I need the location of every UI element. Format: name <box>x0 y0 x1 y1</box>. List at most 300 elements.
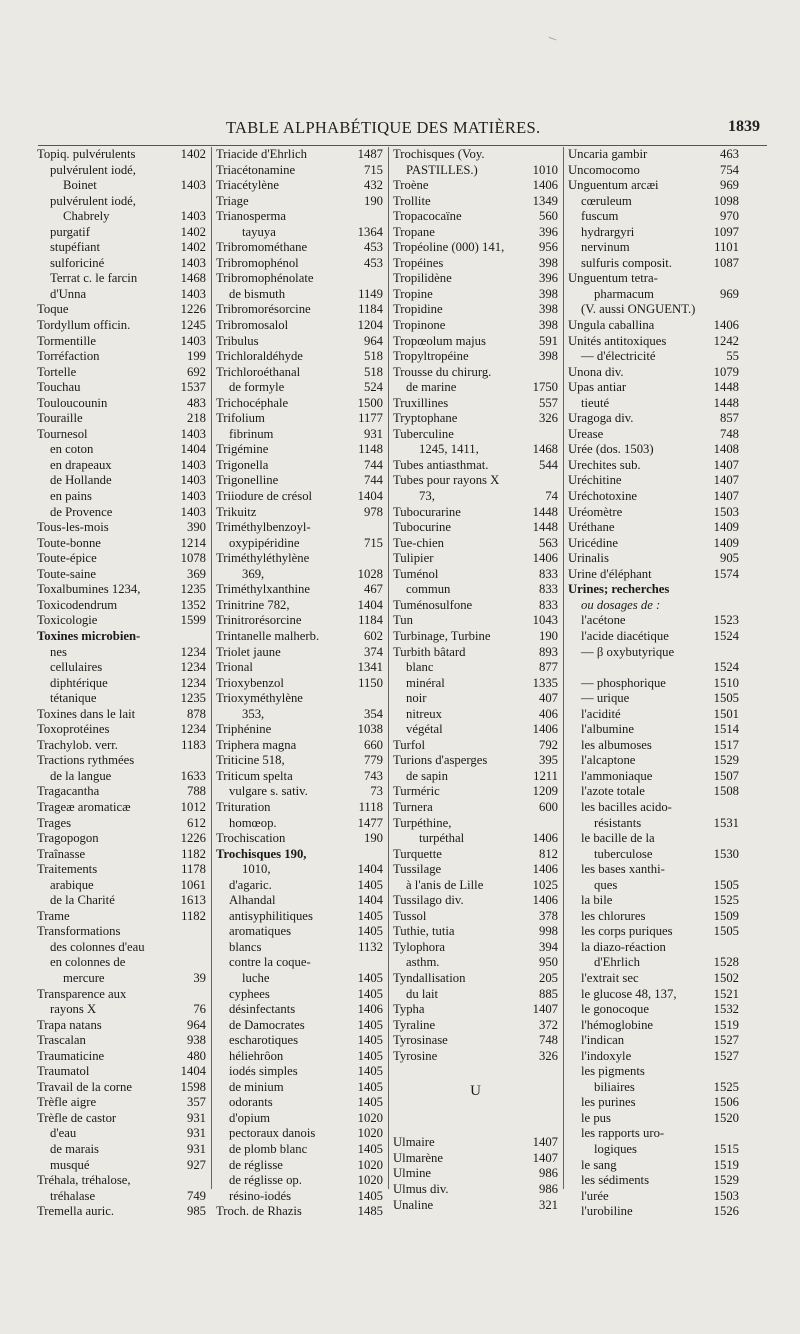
index-entry <box>568 442 739 458</box>
entry-page-ref: 1118 <box>358 799 383 814</box>
entry-term: Toxines microbien- <box>37 628 141 643</box>
index-entry <box>568 722 739 738</box>
entry-page-ref: 1149 <box>358 286 383 301</box>
entry-term: Turbith bâtard <box>393 644 466 659</box>
entry-page-ref: 1517 <box>713 737 739 752</box>
entry-page-ref: 1405 <box>357 1048 383 1063</box>
entry-page-ref: 1468 <box>180 271 206 286</box>
entry-page-ref: 1519 <box>713 1157 739 1172</box>
entry-term: Terrat c. le farcin <box>50 271 138 286</box>
entry-page-ref: 1061 <box>180 877 206 892</box>
entry-term: de la langue <box>50 768 112 783</box>
entry-page-ref: 893 <box>538 644 558 659</box>
index-entry <box>568 753 739 769</box>
index-entry <box>393 582 558 598</box>
entry-page-ref: 985 <box>186 1204 206 1219</box>
entry-page-ref: 398 <box>538 286 558 301</box>
entry-page-ref: 1407 <box>713 457 739 472</box>
index-entry <box>37 847 206 863</box>
index-entry <box>568 240 739 256</box>
index-entry <box>568 411 739 427</box>
entry-term: biliaires <box>594 1079 635 1094</box>
entry-term: logiques <box>594 1142 637 1156</box>
entry-term: Tribulus <box>216 333 259 348</box>
entry-page-ref: 396 <box>538 271 558 286</box>
index-entry <box>393 318 558 334</box>
entry-term: Tribromophénolate <box>216 271 314 286</box>
entry-term: Ulmarène <box>393 1150 444 1165</box>
entry-page-ref: 1403 <box>180 333 206 348</box>
entry-term: vulgare s. sativ. <box>229 784 308 799</box>
index-entry <box>216 536 383 552</box>
entry-page-ref: 788 <box>186 784 206 799</box>
entry-page-ref: 1506 <box>713 1095 739 1110</box>
index-entry <box>568 505 739 521</box>
entry-term: Traumatol <box>37 1064 90 1079</box>
entry-page-ref <box>381 847 383 863</box>
index-entry <box>216 753 383 769</box>
entry-term: Urechites sub. <box>568 457 641 472</box>
entry-term: les chlorures <box>581 908 646 923</box>
entry-page-ref: 1010 <box>532 162 558 177</box>
entry-term: l'azote totale <box>581 784 645 799</box>
entry-term: Tropidine <box>393 302 443 317</box>
entry-term: Trikuitz <box>216 504 257 519</box>
index-entry <box>393 769 558 785</box>
entry-term: résino-iodés <box>229 1188 292 1203</box>
entry-term: la bile <box>581 893 613 908</box>
index-entry <box>393 334 558 350</box>
entry-term: de réglisse <box>229 1157 283 1172</box>
index-entry <box>568 147 739 163</box>
entry-page-ref: 1529 <box>713 1173 739 1188</box>
entry-term: Unona div. <box>568 364 624 379</box>
index-entry <box>568 1018 739 1034</box>
entry-term: Tribromométhane <box>216 240 308 255</box>
index-entry <box>216 676 383 692</box>
entry-page-ref: 1509 <box>713 908 739 923</box>
entry-page-ref: 1407 <box>532 1135 558 1150</box>
entry-term: oxypipéridine <box>229 535 300 550</box>
index-entry <box>216 1033 383 1049</box>
entry-term: Troch. de Rhazis <box>216 1204 302 1219</box>
index-entry <box>568 769 739 785</box>
entry-term: Unités antitoxiques <box>568 333 667 348</box>
index-entry <box>216 380 383 396</box>
index-entry <box>216 225 383 241</box>
entry-term: nitreux <box>406 706 442 721</box>
index-entry <box>568 660 739 676</box>
entry-term: Toute-saine <box>37 566 97 581</box>
index-entry <box>393 240 558 256</box>
entry-term: Tyraline <box>393 1017 436 1032</box>
index-column-1 <box>37 147 206 1219</box>
entry-term: hydrargyri <box>581 224 635 239</box>
entry-term: Urinalis <box>568 551 609 566</box>
index-column-2 <box>216 147 383 1219</box>
index-entry <box>568 489 739 505</box>
entry-page-ref: 372 <box>538 1017 558 1032</box>
index-entry <box>568 691 739 707</box>
entry-page-ref: 1407 <box>713 473 739 488</box>
index-entry <box>37 738 206 754</box>
entry-term: Tun <box>393 613 413 628</box>
entry-term: Tue-chien <box>393 535 444 550</box>
entry-term: Tubocurine <box>393 520 452 535</box>
entry-term: Trianosperma <box>216 209 287 224</box>
index-entry <box>393 225 558 241</box>
entry-term: arabique <box>50 877 94 892</box>
index-entry <box>216 1189 383 1205</box>
entry-term: 369, <box>242 566 265 581</box>
entry-term: Tropyltropéine <box>393 349 469 364</box>
index-entry <box>216 163 383 179</box>
index-entry <box>37 707 206 723</box>
index-column-4 <box>568 147 739 1219</box>
entry-term: Triacétonamine <box>216 162 296 177</box>
entry-page-ref: 1515 <box>713 1142 739 1156</box>
entry-page-ref: 1502 <box>713 970 739 985</box>
entry-page-ref: 1234 <box>180 722 206 737</box>
index-entry <box>393 396 558 412</box>
index-entry <box>393 753 558 769</box>
index-entry <box>37 816 206 832</box>
entry-term: ques <box>594 877 618 892</box>
index-entry <box>216 987 383 1003</box>
entry-term: Trollite <box>393 193 431 208</box>
entry-term: noir <box>406 691 427 706</box>
entry-term: sulfuris composit. <box>581 255 672 270</box>
entry-page-ref: 1097 <box>713 224 739 239</box>
entry-page-ref: 357 <box>186 1095 206 1110</box>
index-entry <box>216 878 383 894</box>
entry-page-ref: 1078 <box>180 551 206 566</box>
entry-term: Tremella auric. <box>37 1204 115 1219</box>
entry-term: Urines; recherches <box>568 582 670 597</box>
page-title: TABLE ALPHABÉTIQUE DES MATIÈRES. <box>226 118 541 137</box>
entry-term: de la Charité <box>50 893 115 908</box>
index-entry <box>37 209 206 225</box>
entry-page-ref: 1406 <box>532 862 558 877</box>
index-entry <box>37 473 206 489</box>
entry-term: des colonnes d'eau <box>50 939 145 954</box>
entry-page-ref: 1404 <box>357 489 383 504</box>
entry-page-ref: 1364 <box>357 224 383 239</box>
entry-term: Ungula caballina <box>568 318 655 333</box>
entry-page-ref: 754 <box>719 162 739 177</box>
entry-page-ref: 1209 <box>532 784 558 799</box>
entry-term: — urique <box>581 691 630 706</box>
entry-term: Trional <box>216 660 253 675</box>
index-entry <box>37 598 206 614</box>
entry-page-ref: 1405 <box>357 908 383 923</box>
entry-term: l'alcaptone <box>581 753 636 768</box>
entry-page-ref: 1521 <box>713 986 739 1001</box>
entry-term: tieuté <box>581 395 610 410</box>
index-entry <box>37 271 206 287</box>
entry-term: Trousse du chirurg. <box>393 364 492 379</box>
entry-term: les bacilles acido- <box>581 799 672 814</box>
entry-term: Trioxybenzol <box>216 675 284 690</box>
index-entry <box>37 318 206 334</box>
entry-term: Urine d'éléphant <box>568 566 652 581</box>
entry-page-ref: 407 <box>538 691 558 706</box>
index-entry <box>216 1126 383 1142</box>
entry-page-ref: 1448 <box>532 504 558 519</box>
index-entry <box>37 691 206 707</box>
entry-term: Triticum spelta <box>216 768 293 783</box>
entry-page-ref: 326 <box>538 1048 558 1063</box>
entry-page-ref: 744 <box>363 457 383 472</box>
entry-page-ref: 1508 <box>713 784 739 799</box>
entry-page-ref <box>737 582 739 598</box>
index-entry <box>568 1080 739 1096</box>
entry-term: purgatif <box>50 224 90 239</box>
index-column-3 <box>393 147 558 1212</box>
entry-term: minéral <box>406 675 445 690</box>
entry-page-ref: 1525 <box>713 1079 739 1094</box>
entry-term: 73, <box>419 489 435 504</box>
entry-page-ref: 39 <box>193 970 206 985</box>
entry-page-ref: 931 <box>186 1126 206 1141</box>
entry-term: Trachylob. verr. <box>37 737 118 752</box>
entry-page-ref: 1404 <box>180 1064 206 1079</box>
entry-term: iodés simples <box>229 1064 298 1079</box>
entry-page-ref: 354 <box>363 706 383 721</box>
index-entry <box>37 971 206 987</box>
entry-page-ref: 1025 <box>532 877 558 892</box>
index-entry <box>37 567 206 583</box>
entry-page-ref: 1403 <box>180 457 206 472</box>
entry-term: (V. aussi ONGUENT.) <box>581 302 696 317</box>
index-entry <box>393 660 558 676</box>
entry-term: Tropacocaïne <box>393 209 462 224</box>
index-entry <box>568 194 739 210</box>
entry-term: Trigémine <box>216 442 269 457</box>
entry-term: escharotiques <box>229 1033 299 1048</box>
entry-term: Truxillines <box>393 395 449 410</box>
index-entry <box>216 520 383 536</box>
entry-term: Trituration <box>216 799 271 814</box>
index-entry <box>216 707 383 723</box>
index-entry <box>568 738 739 754</box>
entry-term: Touraille <box>37 411 83 426</box>
entry-page-ref: 390 <box>186 520 206 535</box>
index-entry <box>37 302 206 318</box>
entry-page-ref: 1150 <box>358 675 383 690</box>
entry-page-ref: 1405 <box>357 1188 383 1203</box>
index-entry <box>568 1049 739 1065</box>
entry-page-ref: 326 <box>538 411 558 426</box>
entry-term: Unaline <box>393 1197 434 1212</box>
entry-term: ou dosages de : <box>581 597 661 612</box>
index-entry <box>37 924 206 940</box>
entry-page-ref: 378 <box>538 908 558 923</box>
entry-term: Tribromosalol <box>216 318 289 333</box>
index-entry <box>393 878 558 894</box>
index-entry <box>37 800 206 816</box>
entry-term: Touchau <box>37 380 81 395</box>
entry-page-ref: 612 <box>186 815 206 830</box>
entry-term: Tribromorésorcine <box>216 302 311 317</box>
entry-term: Tubocurarine <box>393 504 461 519</box>
index-entry <box>37 442 206 458</box>
entry-term: de minium <box>229 1079 284 1094</box>
entry-term: Trageæ aromaticæ <box>37 799 131 814</box>
index-entry <box>37 411 206 427</box>
index-entry <box>37 551 206 567</box>
index-entry <box>393 178 558 194</box>
entry-page-ref: 986 <box>538 1182 558 1196</box>
entry-term: Tortelle <box>37 364 77 379</box>
entry-term: Ulmaire <box>393 1135 435 1150</box>
entry-term: Toxicodendrum <box>37 597 118 612</box>
entry-page-ref: 560 <box>538 209 558 224</box>
entry-page-ref: 1528 <box>713 955 739 970</box>
entry-term: asthm. <box>406 955 440 970</box>
index-entry <box>393 676 558 692</box>
entry-term: Traînasse <box>37 846 86 861</box>
entry-term: Triacétylène <box>216 178 279 193</box>
entry-page-ref: 1485 <box>357 1204 383 1219</box>
index-entry <box>216 629 383 645</box>
entry-page-ref: 878 <box>186 706 206 721</box>
index-entry <box>568 536 739 552</box>
entry-term: Tractions rythmées <box>37 753 135 768</box>
entry-page-ref <box>381 691 383 707</box>
index-entry <box>393 411 558 427</box>
entry-term: Triméthyléthylène <box>216 551 310 566</box>
entry-page-ref: 938 <box>186 1033 206 1048</box>
index-entry <box>37 489 206 505</box>
index-entry <box>37 582 206 598</box>
entry-page-ref: 748 <box>538 1033 558 1048</box>
entry-page-ref: 395 <box>538 753 558 768</box>
entry-term: Tropine <box>393 286 433 301</box>
entry-page-ref: 1183 <box>181 737 206 752</box>
index-entry <box>216 1095 383 1111</box>
index-entry <box>37 1018 206 1034</box>
entry-term: tayuya <box>242 224 276 239</box>
entry-term: Torréfaction <box>37 349 100 364</box>
entry-term: Uricédine <box>568 535 619 550</box>
index-entry <box>393 847 558 863</box>
entry-page-ref: 1403 <box>180 255 206 270</box>
entry-term: fibrinum <box>229 426 274 441</box>
entry-term: Tussol <box>393 908 427 923</box>
entry-term: Uréomètre <box>568 504 623 519</box>
index-entry <box>216 256 383 272</box>
index-entry <box>568 893 739 909</box>
entry-page-ref: 1234 <box>180 675 206 690</box>
entry-page-ref: 931 <box>186 1142 206 1156</box>
entry-page-ref: 1079 <box>713 364 739 379</box>
entry-page-ref: 218 <box>186 411 206 426</box>
entry-page-ref: 480 <box>186 1048 206 1063</box>
index-entry <box>216 147 383 163</box>
entry-page-ref <box>737 302 739 318</box>
entry-term: musqué <box>50 1157 90 1172</box>
entry-term: Turméric <box>393 784 440 799</box>
index-entry <box>216 318 383 334</box>
column-divider <box>211 147 212 1189</box>
index-entry <box>568 862 739 878</box>
entry-page-ref: 885 <box>538 986 558 1001</box>
index-entry <box>37 769 206 785</box>
index-entry <box>393 349 558 365</box>
entry-page-ref: 432 <box>363 178 383 193</box>
entry-page-ref: 398 <box>538 318 558 333</box>
entry-page-ref: 398 <box>538 349 558 364</box>
entry-term: de formyle <box>229 380 285 395</box>
index-entry <box>216 598 383 614</box>
entry-term: l'acide diacétique <box>581 628 669 643</box>
entry-page-ref <box>381 520 383 536</box>
index-entry <box>568 567 739 583</box>
entry-page-ref: 1407 <box>532 1150 558 1165</box>
entry-page-ref: 602 <box>363 628 383 643</box>
entry-term: Turions d'asperges <box>393 753 488 768</box>
index-entry <box>393 1135 558 1151</box>
entry-page-ref: 833 <box>538 582 558 597</box>
entry-page-ref: 1599 <box>180 613 206 628</box>
entry-term: Triphera magna <box>216 737 297 752</box>
entry-page-ref: 1537 <box>180 380 206 395</box>
page-number: 1839 <box>728 118 760 135</box>
entry-page-ref: 1235 <box>180 582 206 597</box>
entry-page-ref: 190 <box>363 193 383 208</box>
index-entry <box>393 924 558 940</box>
entry-term: Triméthylbenzoyl- <box>216 520 311 535</box>
entry-page-ref: 1598 <box>180 1079 206 1094</box>
entry-term: Tragacantha <box>37 784 100 799</box>
entry-term: Tussilage <box>393 862 442 877</box>
entry-term: de plomb blanc <box>229 1142 308 1156</box>
entry-term: Trintanelle malherb. <box>216 628 320 643</box>
entry-page-ref <box>381 271 383 287</box>
entry-page-ref <box>737 645 739 661</box>
entry-term: l'ammoniaque <box>581 768 653 783</box>
entry-page-ref: 1178 <box>181 862 206 877</box>
entry-page-ref: 964 <box>363 333 383 348</box>
column-divider <box>563 147 564 1189</box>
entry-term: Uréchitine <box>568 473 622 488</box>
entry-page-ref: 453 <box>363 255 383 270</box>
entry-page-ref: 1407 <box>713 489 739 504</box>
entry-term: Uncaria gambir <box>568 147 648 161</box>
index-entry <box>568 847 739 863</box>
entry-page-ref: 591 <box>538 333 558 348</box>
entry-page-ref: 998 <box>538 924 558 939</box>
index-entry <box>568 971 739 987</box>
entry-term: Tyrosinase <box>393 1033 448 1048</box>
entry-page-ref: 1405 <box>357 1142 383 1156</box>
entry-page-ref: 1038 <box>357 722 383 737</box>
entry-term: Traumaticine <box>37 1048 105 1063</box>
entry-term: stupéfiant <box>50 240 101 255</box>
entry-page-ref: 1468 <box>532 442 558 457</box>
entry-term: à l'anis de Lille <box>406 877 484 892</box>
index-entry <box>568 163 739 179</box>
index-entry <box>393 365 558 381</box>
index-entry <box>568 178 739 194</box>
entry-term: Toute-épice <box>37 551 97 566</box>
index-entry <box>216 738 383 754</box>
entry-page-ref <box>737 831 739 847</box>
entry-term: Tryptophane <box>393 411 458 426</box>
entry-page-ref: 1530 <box>713 846 739 861</box>
entry-page-ref: 563 <box>538 535 558 550</box>
